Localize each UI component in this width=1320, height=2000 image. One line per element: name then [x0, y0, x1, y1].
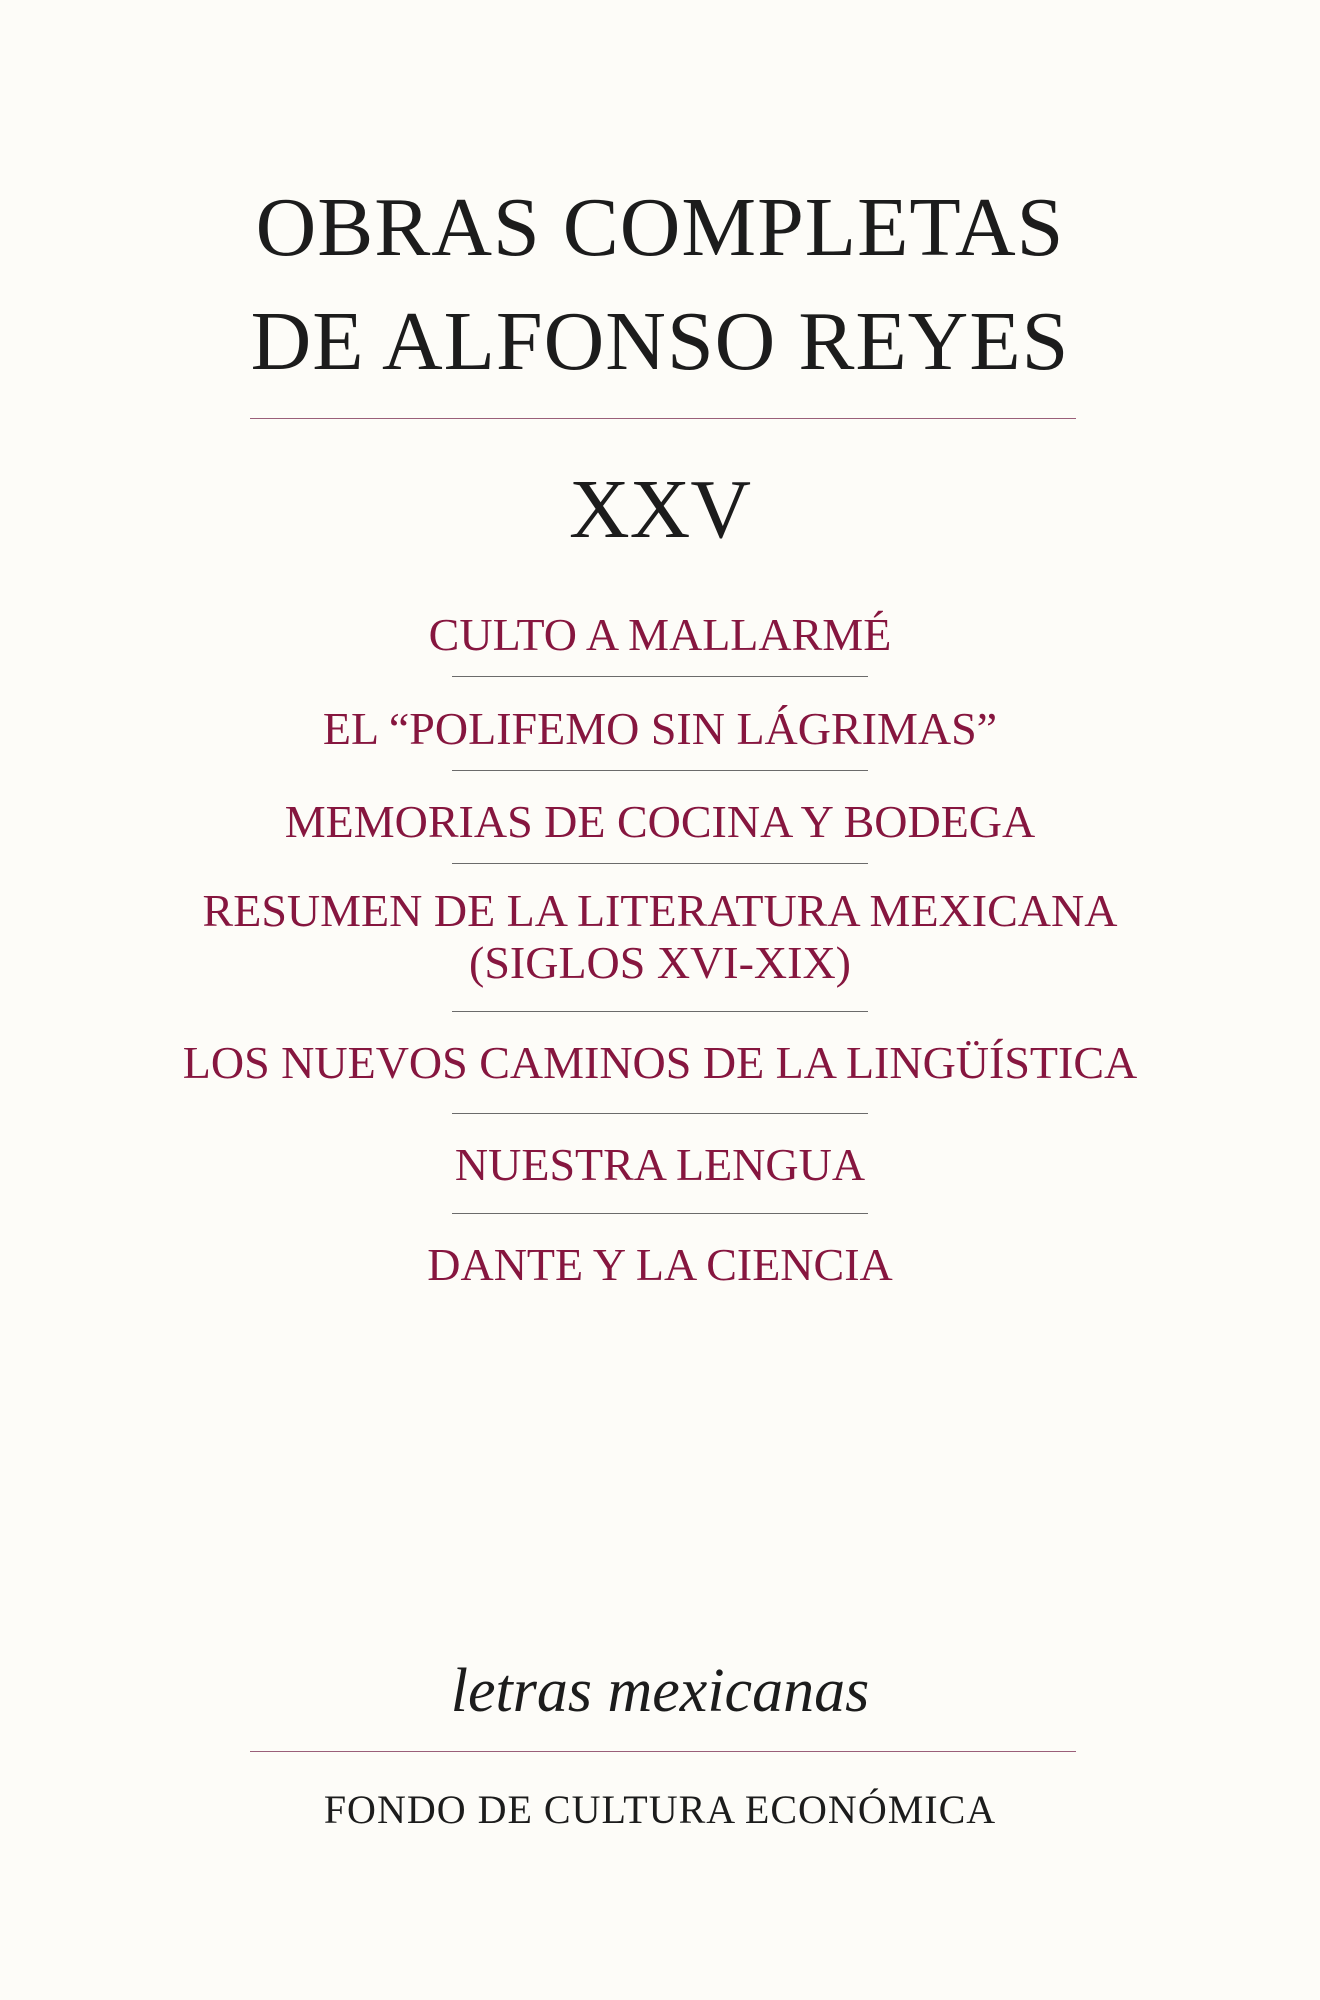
publisher-name: FONDO DE CULTURA ECONÓMICA [323, 1787, 997, 1832]
contents-item-linguistica: LOS NUEVOS CAMINOS DE LA LINGÜÍSTICA [182, 1037, 1138, 1088]
contents-divider [452, 1113, 868, 1114]
volume-number: XXV [569, 463, 751, 556]
contents-item-polifemo: EL “POLIFEMO SIN LÁGRIMAS” [322, 703, 998, 754]
contents-item-nuestra-lengua: NUESTRA LENGUA [454, 1139, 866, 1190]
contents-divider [452, 1011, 868, 1012]
title-line-1: OBRAS COMPLETAS [255, 181, 1065, 274]
contents-item-dante: DANTE Y LA CIENCIA [427, 1239, 893, 1290]
contents-item-resumen-line-1: RESUMEN DE LA LITERATURA MEXICANA [202, 885, 1118, 936]
contents-divider [452, 770, 868, 771]
contents-item-culto-a-mallarme: CULTO A MALLARMÉ [428, 609, 892, 660]
publisher-divider [250, 1751, 1076, 1752]
contents-item-memorias: MEMORIAS DE COCINA Y BODEGA [284, 796, 1036, 847]
series-name: letras mexicanas [450, 1657, 870, 1725]
contents-divider [452, 676, 868, 677]
contents-divider [452, 1213, 868, 1214]
contents-divider [452, 863, 868, 864]
title-line-2: DE ALFONSO REYES [250, 295, 1070, 388]
contents-item-resumen-line-2: (SIGLOS XVI-XIX) [469, 937, 851, 988]
title-divider [250, 418, 1076, 419]
